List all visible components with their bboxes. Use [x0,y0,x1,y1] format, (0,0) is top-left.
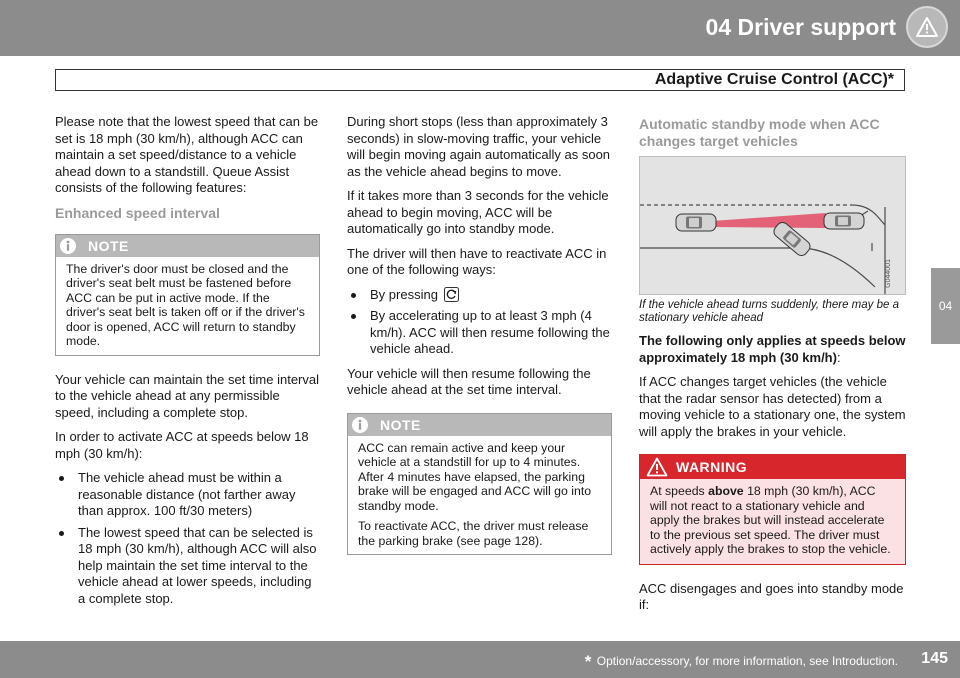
info-icon [59,237,77,255]
subheading-automatic-standby: Automatic standby mode when ACC changes target vehicles [639,116,880,149]
warning-triangle-icon [906,6,948,48]
list-item: The vehicle ahead must be within a reasonable distance (not farther away than approx. 100 ft/30 meters) [55,470,320,520]
footer-bar [0,641,960,678]
paragraph: During short stops (less than approximately 3 seconds) in slow-moving traffic, your vehicle will begin moving again automatically as soon as the vehicle ahead begins to move. [347,114,611,179]
note-header [56,235,319,257]
paragraph: Your vehicle will then resume following the vehicle ahead at the set time interval. [347,365,591,397]
figure-code: G044001 [884,259,892,288]
list-item [347,287,612,304]
note-body [56,257,319,355]
bold-text: The following only applies at speeds below approximately 18 mph (30 km/h) [639,333,906,365]
bullet-list [55,470,320,607]
paragraph: Your vehicle can maintain the set time interval to the vehicle ahead at any permissible speed, including a complete stop. [55,371,319,420]
header-bar [0,0,960,56]
warning-triangle-icon [646,457,668,477]
warning-box [639,454,906,565]
bold-paragraph-suffix: : [836,349,841,365]
info-icon [351,416,369,434]
chapter-title: 04 Driver support [705,14,896,40]
paragraph: If ACC changes target vehicles (the vehicle that the radar sensor has detected) from a moving vehicle to a stationary one, the system will apply the brakes in your vehicle. [639,374,906,439]
footer-note [585,652,898,672]
note-body [348,436,611,555]
note-header [348,414,611,436]
warning-text: 18 mph (30 km/h), ACC will not react to a stationary vehicle and apply the brakes but will instead accelerate to the previous set speed. The driver must actively apply the brakes to stop the vehicle. [650,484,891,556]
note-text: The driver's door must be closed and the driver's seat belt must be fastened before ACC can be put in active mode. If the driver's seat belt is taken off or if the driver's door is opened, ACC will return to standby mode. [66,261,305,348]
column-3 [639,114,906,622]
paragraph: The driver will then have to reactivate ACC in one of the following ways: [347,245,607,277]
note-text: To reactivate ACC, the driver must release the parking brake (see page 128). [358,519,589,548]
warning-text: At speeds [650,484,709,498]
note-label: NOTE [380,416,421,433]
paragraph: ACC disengages and goes into standby mode if: [639,580,904,612]
warning-header [640,455,905,479]
note-label: NOTE [88,237,129,254]
subheading-enhanced-speed: Enhanced speed interval [55,204,220,221]
list-item: By accelerating up to at least 3 mph (4 km/h). ACC will then resume following the vehicle ahead. [347,308,612,358]
note-box [347,413,612,556]
own-vehicle [676,214,716,231]
chapter-tab-label: 04 [938,299,953,313]
list-item: The lowest speed that can be selected is 18 mph (30 km/h), although ACC will also help maintain the set time interval to the vehicle ahead at lower speeds, including a complete stop. [55,525,320,608]
section-header [55,69,905,91]
intro-paragraph: Please note that the lowest speed that can be set is 18 mph (30 km/h), although ACC can maintain a set speed/distance to a vehicle ahead down to a standstill. Queue Assist consists of the following features: [55,114,319,195]
warning-label: WARNING [676,459,748,475]
list-item-text: By pressing [370,286,438,302]
resume-icon [444,287,459,302]
note-text: ACC can remain active and keep your vehicle at a standstill for up to 4 minutes. After 4 minutes have elapsed, the parking brake will be engaged and ACC will go into standby mode. [358,440,592,513]
road-illustration [640,157,905,294]
footer-text: Option/accessory, for more information, see Introduction. [596,654,898,668]
note-box [55,234,320,356]
paragraph: If it takes more than 3 seconds for the vehicle ahead to begin moving, ACC will be automatically go into standby mode. [347,188,609,236]
chapter-tab [931,268,960,344]
bullet-list [347,287,612,358]
column-1 [55,114,320,615]
warning-text-bold: above [708,484,744,498]
illustration-target-change [639,156,906,295]
footer-star: * [584,652,592,671]
figure-caption: If the vehicle ahead turns suddenly, there may be a stationary vehicle ahead [639,299,899,324]
paragraph: In order to activate ACC at speeds below 18 mph (30 km/h): [55,429,309,461]
warning-body [640,479,905,564]
page-number: 145 [921,650,948,667]
bold-paragraph [639,333,906,366]
column-2 [347,114,612,571]
section-title: Adaptive Cruise Control (ACC)* [654,71,894,88]
stationary-vehicle [824,213,864,229]
